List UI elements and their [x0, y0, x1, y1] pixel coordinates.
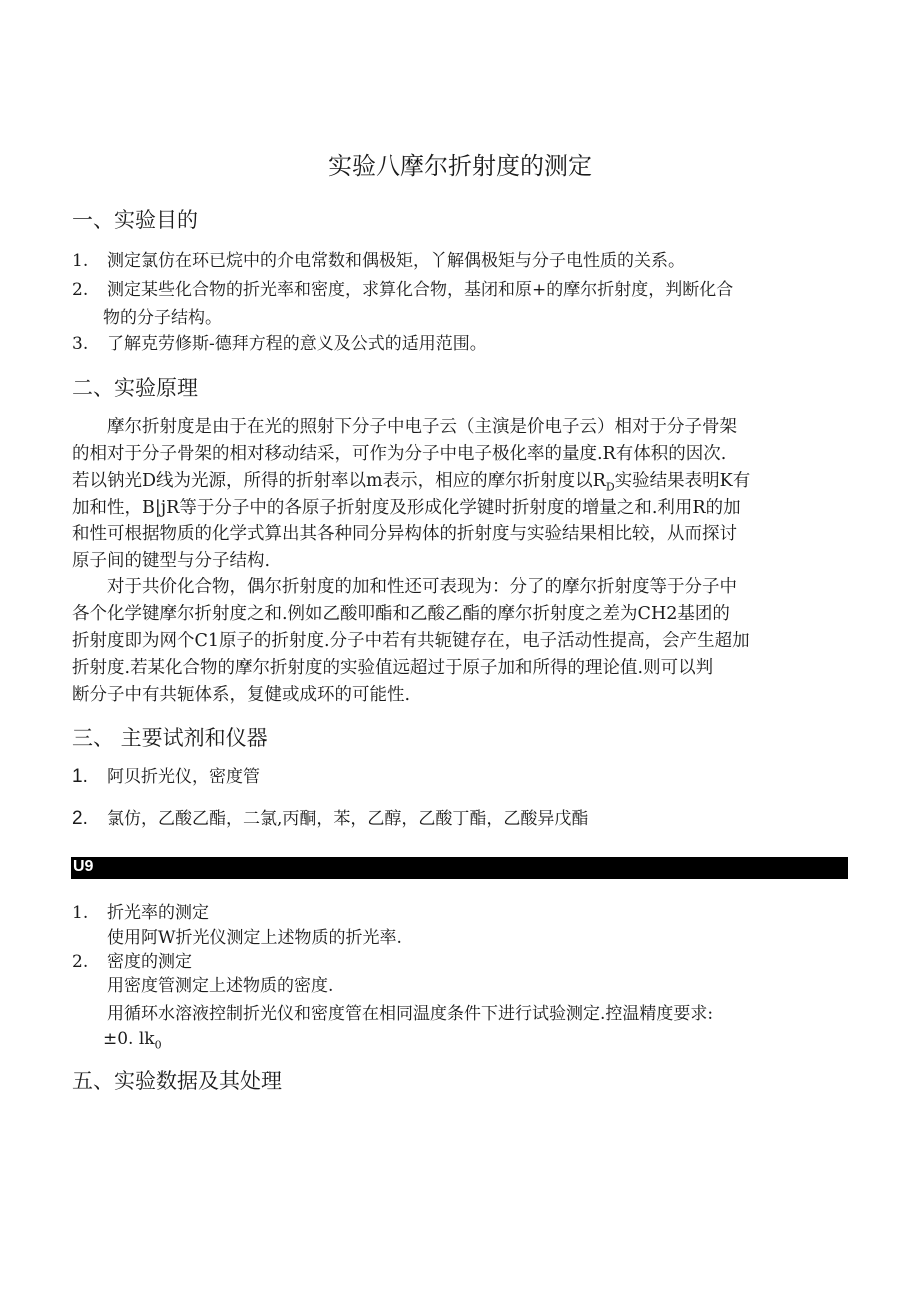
section-bar-label: U9	[73, 858, 94, 875]
section-heading-reagents: 三、 主要试剂和仪器	[72, 726, 268, 750]
list-text: 氯仿，乙酸乙酯，二氯,丙酮，苯，乙醇，乙酸丁酯，乙酸异戊酯	[107, 809, 589, 829]
paragraph-line: 折射度即为网个C1原子的折射度.分子中若有共轭键存在，电子活动性提高，会产生超加	[72, 631, 750, 651]
list-text: 测定某些化合物的折光率和密度，求算化合物，基闭和原+的摩尔折射度，判断化合	[107, 280, 734, 300]
list-number: 1.	[72, 251, 89, 271]
section-heading-principle: 二、实验原理	[72, 376, 198, 400]
precision-text: ±0. lk	[103, 1029, 155, 1049]
paragraph-line: 断分子中有共轭体系，复健或成环的可能性.	[72, 685, 411, 705]
list-text: 使用阿W折光仪测定上述物质的折光率.	[107, 928, 402, 948]
list-number: 2.	[72, 280, 89, 300]
list-title: 折光率的测定	[107, 903, 209, 923]
list-text: 阿贝折光仪，密度管	[107, 767, 260, 787]
paragraph-line: 折射度.若某化合物的摩尔折射度的实验值远超过于原子加和所得的理论值.则可以判	[72, 658, 714, 678]
section-heading-data: 五、实验数据及其处理	[72, 1069, 282, 1093]
list-text: 物的分子结构。	[103, 308, 222, 328]
paragraph-text: 若以钠光D线为光源，所得的折射率以m表示，相应的摩尔折射度以R	[72, 471, 606, 491]
paragraph-line: 各个化学键摩尔折射度之和.例如乙酸叩酯和乙酸乙酯的摩尔折射度之差为CH2基团的	[72, 604, 730, 624]
list-number: 1.	[72, 903, 89, 923]
section-heading-objectives: 一、实验目的	[72, 208, 198, 232]
list-number: 3.	[72, 334, 89, 354]
precision-value	[103, 1026, 162, 1058]
page-title: 实验八摩尔折射度的测定	[328, 152, 592, 180]
paragraph-line: 原子间的键型与分子结构.	[72, 551, 271, 571]
paragraph-line: 加和性，B|jR等于分子中的各原子折射度及形成化学键时折射度的增量之和.利用R的加	[72, 498, 741, 518]
paragraph-line: 和性可根据物质的化学式算出其各种同分异构体的折射度与实验结果相比较，从而探讨	[72, 524, 737, 544]
paragraph-line: 摩尔折射度是由于在光的照射下分子中电子云（主演是价电子云）相对于分子骨架	[107, 417, 737, 437]
list-text: 用密度管测定上述物质的密度.	[107, 976, 334, 996]
subscript: D	[605, 480, 615, 494]
list-number: 2.	[72, 808, 88, 829]
list-number: 1.	[72, 766, 88, 787]
paragraph-line: 对于共价化合物，偶尔折射度的加和性还可表现为：分了的摩尔折射度等于分子中	[107, 577, 737, 597]
paragraph-line: 的相对于分子骨架的相对移动结采，可作为分子中电子极化率的量度.R有体积的因次.	[72, 444, 727, 464]
list-number: 2.	[72, 952, 89, 972]
list-title: 密度的测定	[107, 952, 192, 972]
list-text: 测定氯仿在环已烷中的介电常数和偶极矩，丫解偶极矩与分子电性质的关系。	[107, 251, 685, 271]
list-text: 了解克劳修斯-德拜方程的意义及公式的适用范围。	[107, 334, 487, 354]
paragraph-text: 实验结果表明K有	[614, 471, 751, 491]
list-text: 用循环水溶液控制折光仪和密度管在相同温度条件下进行试验测定.控温精度要求:	[107, 1004, 714, 1024]
subscript: 0	[154, 1038, 162, 1052]
section-bar	[71, 857, 848, 879]
